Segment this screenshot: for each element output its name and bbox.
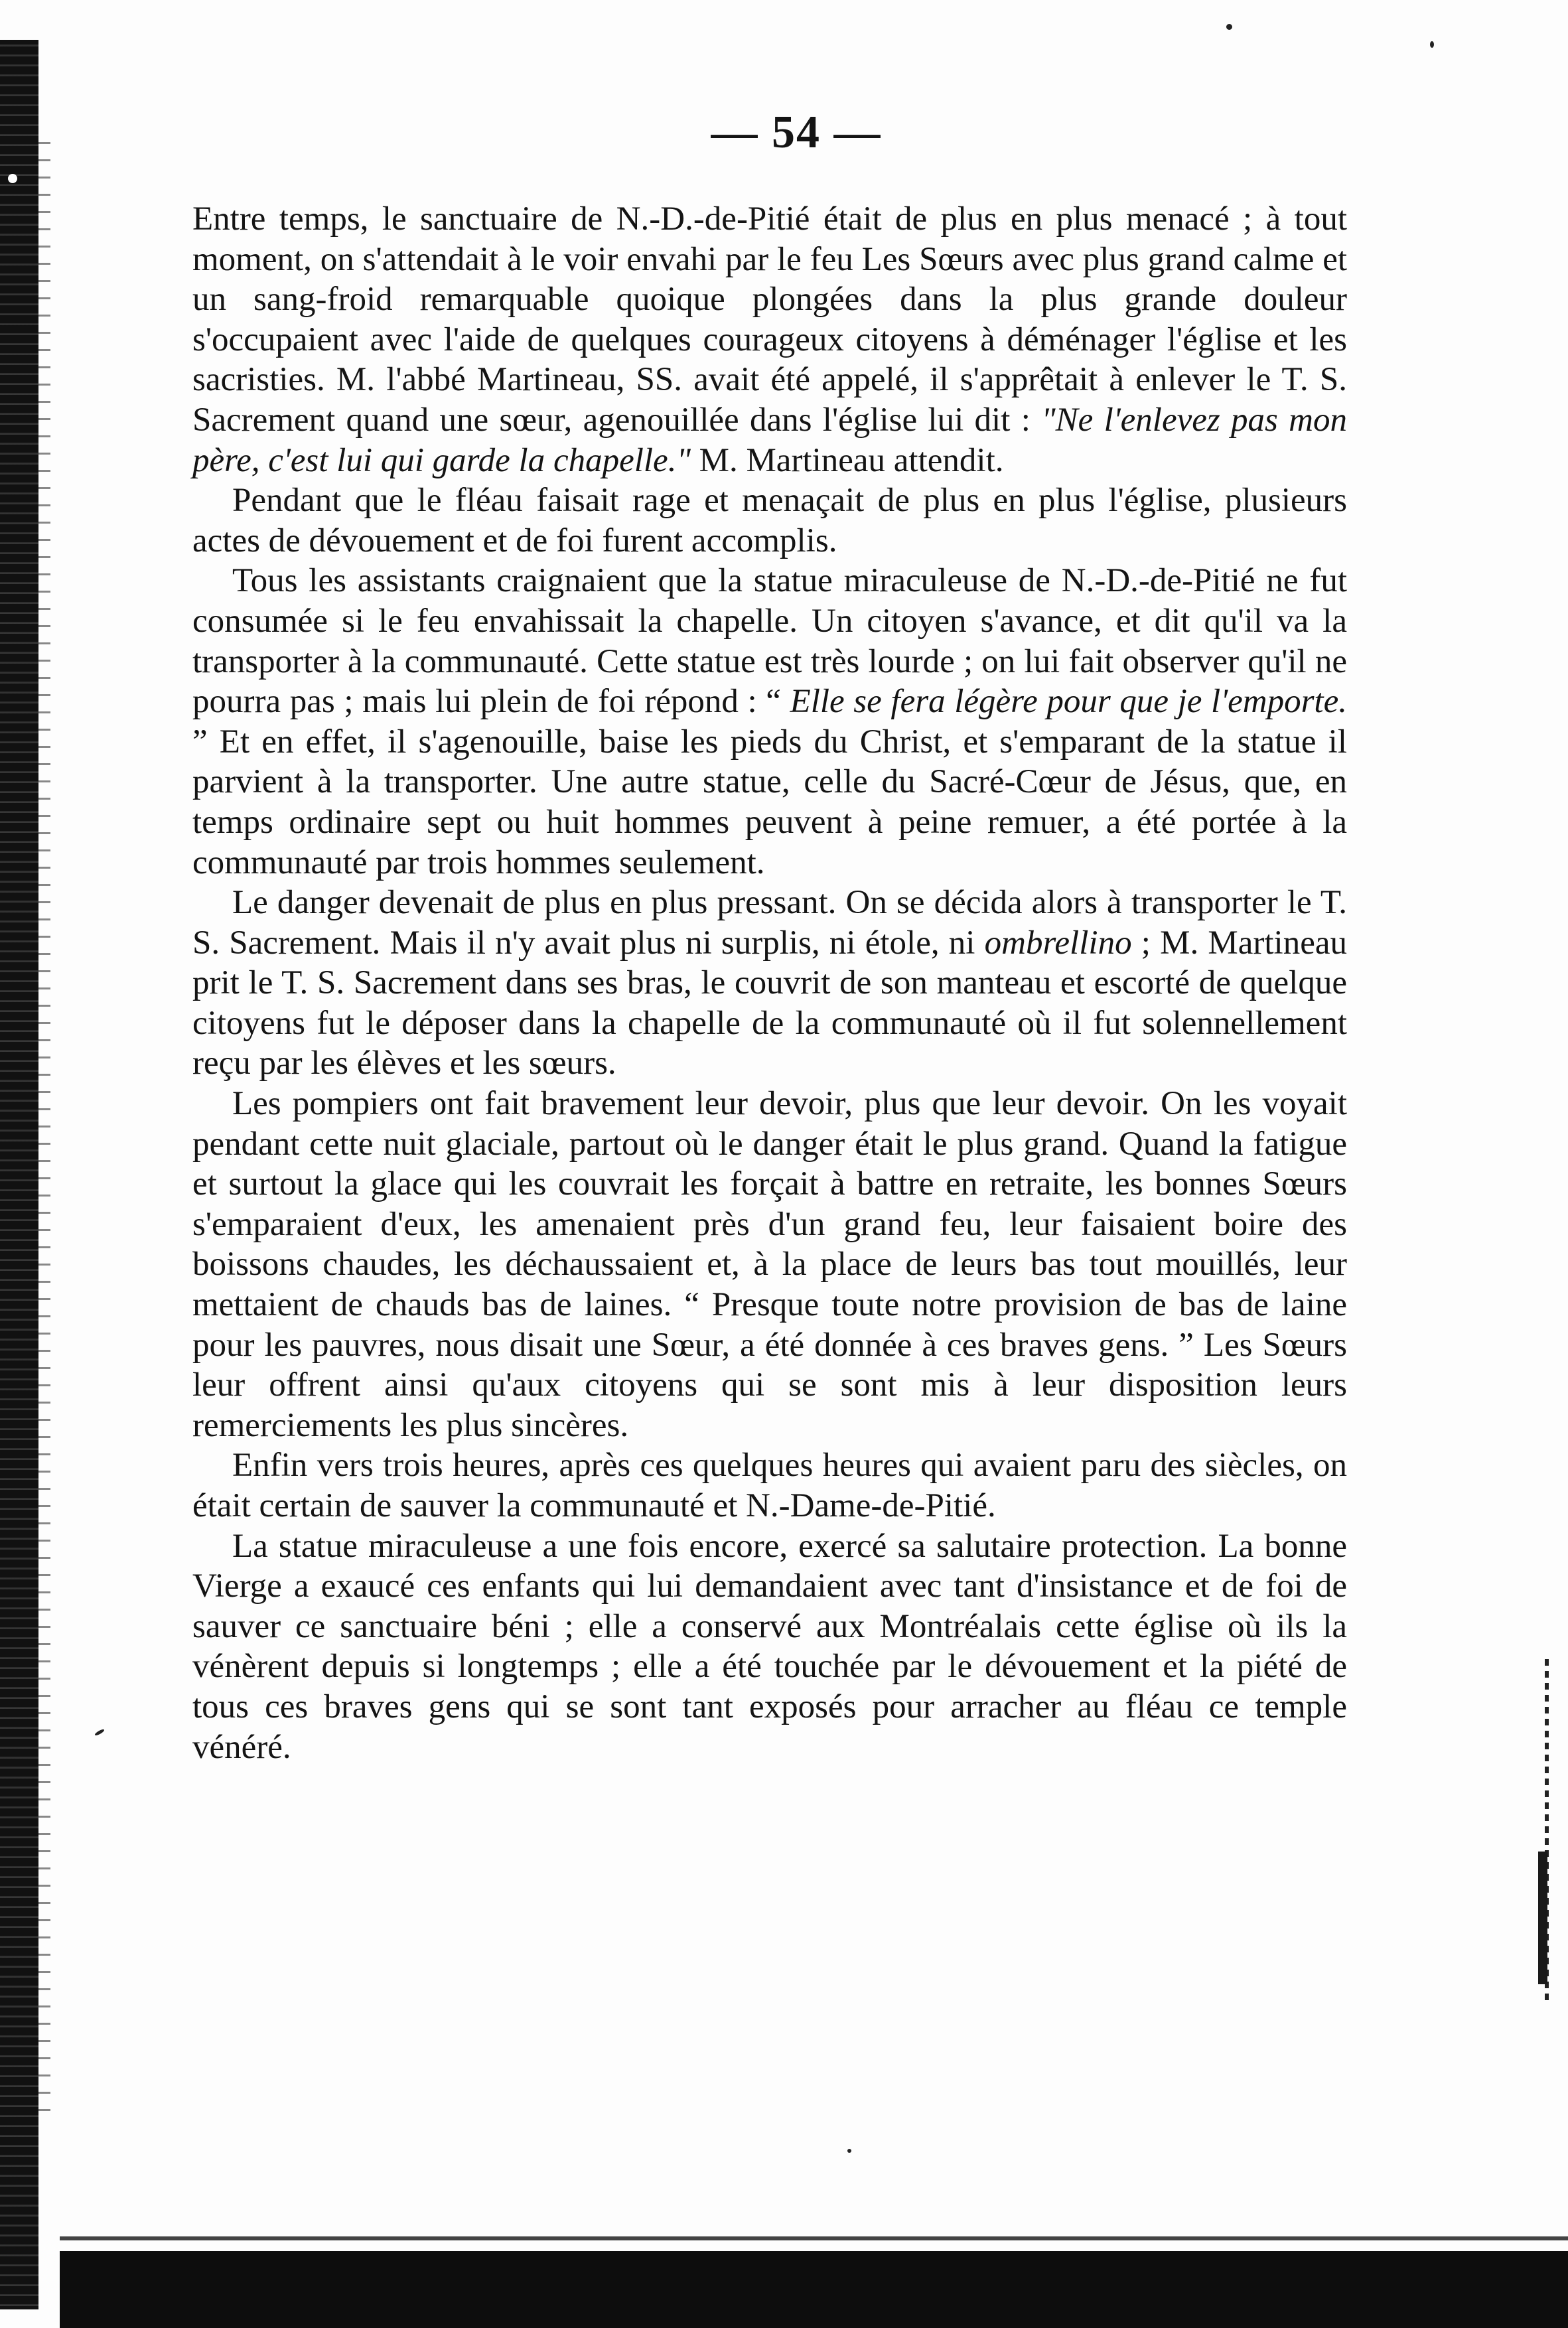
body-text bbox=[192, 199, 1347, 1767]
text-run: La statue miraculeuse a une fois encore, exercé sa salutaire protection. La bonne Vierge a exaucé ces enfants qui lui demandaient avec tant d'insistance et de foi de sauver ce sanctuaire béni ; elle a conservé aux Montréalais cette église où ils la vénèrent depuis si longtemps ; elle a été touchée par le dévouement et la piété de tous ces braves gens qui se sont tant exposés pour arracher au fléau ce temple vénéré. bbox=[192, 1527, 1347, 1766]
text-run: Pendant que le fléau faisait rage et menaçait de plus en plus l'église, plusieurs actes de dévouement et de foi furent accomplis. bbox=[192, 482, 1347, 559]
text-run: Les pompiers ont fait bravement leur devoir, plus que leur devoir. On les voyait pendant cette nuit glaciale, partout où le danger était le plus grand. Quand la fatigue et surtout la glace qui les couvrait les forçait à battre en retraite, les bonnes Sœurs s'emparaient d'eux, les amenaient près d'un grand feu, leur faisaient boire des boissons chaudes, les déchaussaient et, à la place de leurs bas tout mouillés, leur mettaient de chauds bas de laines. “ Presque toute notre provision de bas de laine pour les pauvres, nous disait une Sœur, a été donnée à ces braves gens. ” Les Sœurs leur offrent ainsi qu'aux citoyens qui se sont mis à leur disposition leurs remerciements les plus sincères. bbox=[192, 1085, 1347, 1444]
italic-text: Elle se fera légère pour que je l'emporte. bbox=[790, 683, 1347, 721]
text-run: ; M. Martineau prit le T. S. Sacrement dans ses bras, le couvrit de son manteau et escorté de quelque citoyens fut le déposer dans la chapelle de la communauté où il fut solennellement reçu par les élèves et les sœurs. bbox=[192, 924, 1347, 1082]
paragraph bbox=[192, 199, 1347, 480]
italic-text: "Ne l'enlevez pas mon père, c'est lui qui garde la chapelle." bbox=[192, 401, 1348, 479]
text-run: M. Martineau attendit. bbox=[690, 441, 1004, 479]
paragraph bbox=[192, 480, 1347, 561]
scan-speck bbox=[847, 2149, 851, 2153]
text-run: ” Et en effet, il s'agenouille, baise les pieds du Christ, et s'emparant de la statue il parvient à la transporter. Une autre statue, celle du Sacré-Cœur de Jésus, que, en temps ordinaire sept ou huit hommes peuvent à peine remuer, a été portée à la communauté par trois hommes seulement. bbox=[192, 723, 1347, 881]
paragraph bbox=[192, 1084, 1347, 1445]
page-number: — 54 — bbox=[711, 107, 882, 158]
scan-speck bbox=[1430, 41, 1434, 48]
scan-margin-mark bbox=[1538, 1852, 1547, 1984]
paragraph bbox=[192, 561, 1347, 883]
binding-shadow bbox=[38, 133, 50, 2124]
scan-speck bbox=[94, 1728, 105, 1736]
text-run: Le danger devenait de plus en plus pressant. On se décida alors à transporter le T. S. Sacrement. Mais il n'y avait plus ni surplis, ni étole, ni bbox=[192, 884, 1347, 962]
binding-edge bbox=[0, 40, 38, 2309]
paragraph bbox=[192, 883, 1347, 1084]
paragraph bbox=[192, 1445, 1347, 1526]
text-run: Enfin vers trois heures, après ces quelques heures qui avaient paru des siècles, on était certain de sauver la communauté et N.-Dame-de-Pitié. bbox=[192, 1447, 1347, 1524]
scan-bottom-line bbox=[60, 2236, 1568, 2240]
text-run: Tous les assistants craignaient que la statue miraculeuse de N.-D.-de-Pitié ne fut consumée si le feu envahissait la chapelle. Un citoyen s'avance, et dit qu'il va la transporter à la communauté. Cette statue est très lourde ; on lui fait observer qu'il ne pourra pas ; mais lui plein de foi répond : “ bbox=[192, 562, 1347, 721]
italic-text: ombrellino bbox=[984, 924, 1132, 962]
scan-bottom-bar bbox=[60, 2251, 1568, 2328]
paragraph bbox=[192, 1526, 1347, 1768]
scan-speck bbox=[1226, 24, 1232, 30]
text-run: Entre temps, le sanctuaire de N.-D.-de-Pitié était de plus en plus menacé ; à tout moment, on s'attendait à le voir envahi par le feu Les Sœurs avec plus grand calme et un sang-froid remarquable quoique plongées dans la plus grande douleur s'occupaient avec l'aide de quelques courageux citoyens à déménager l'église et les sacristies. M. l'abbé Martineau, SS. avait été appelé, il s'apprêtait à enlever le T. S. Sacrement quand une sœur, agenouillée dans l'église lui dit : bbox=[192, 200, 1347, 439]
scan-speck bbox=[8, 174, 17, 183]
